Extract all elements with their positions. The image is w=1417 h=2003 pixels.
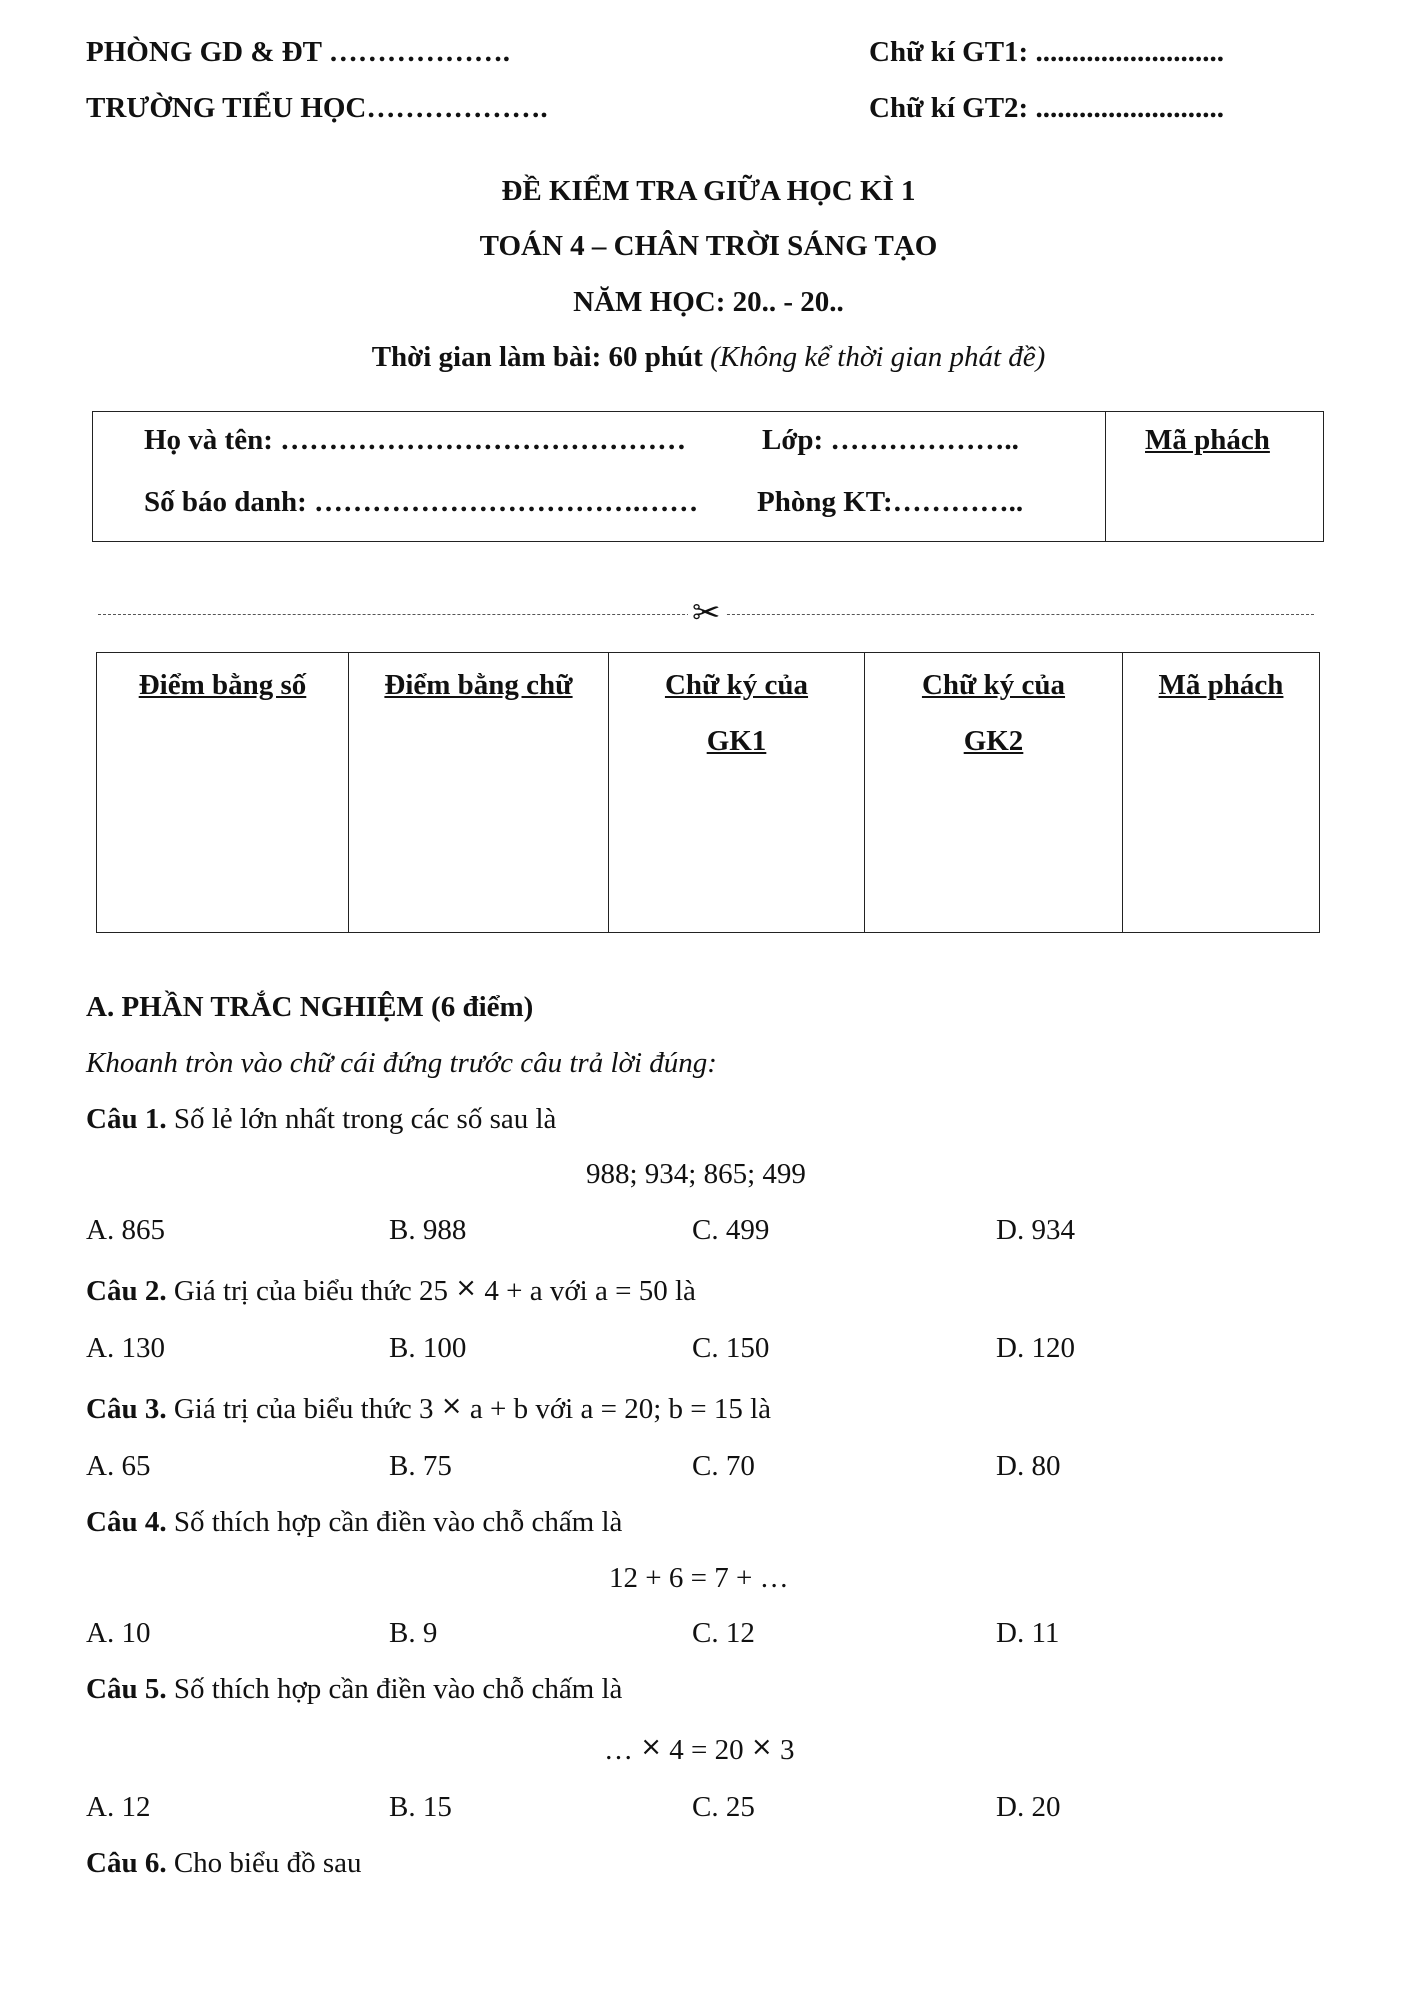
question-4-label: Câu 4. [86, 1506, 167, 1538]
question-5-equation [604, 1734, 794, 1767]
q5-eq-part-b: 4 = 20 [662, 1734, 751, 1766]
exam-room-field: Phòng KT:………….. [757, 486, 1024, 518]
q1-option-d[interactable]: D. 934 [996, 1214, 1075, 1246]
q4-option-b[interactable]: B. 9 [389, 1617, 438, 1649]
question-5-text: Số thích hợp cần điền vào chỗ chấm là [166, 1673, 623, 1705]
question-4-text: Số thích hợp cần điền vào chỗ chấm là [166, 1506, 623, 1538]
q1-option-a[interactable]: A. 865 [86, 1214, 165, 1246]
class-field: Lớp: ……………….. [762, 424, 1019, 456]
q4-option-c[interactable]: C. 12 [692, 1617, 755, 1649]
question-1-numbers: 988; 934; 865; 499 [586, 1158, 806, 1190]
question-6 [86, 1847, 362, 1880]
info-box-divider [1105, 412, 1106, 541]
question-1 [86, 1103, 556, 1136]
q5-eq-part-a: … [604, 1734, 641, 1766]
grader2-header: Chữ ký của [921, 669, 1066, 701]
score-words-header: Điểm bằng chữ [384, 669, 573, 701]
exam-title: ĐỀ KIỂM TRA GIỮA HỌC KÌ 1 [501, 175, 916, 207]
time-limit-main: Thời gian làm bài: 60 phút [371, 341, 703, 373]
q4-option-a[interactable]: A. 10 [86, 1617, 151, 1649]
q2-option-a[interactable]: A. 130 [86, 1332, 165, 1364]
q5-option-b[interactable]: B. 15 [389, 1791, 452, 1823]
times-icon: × [640, 1732, 663, 1762]
question-1-label: Câu 1. [86, 1103, 167, 1135]
exam-subject: TOÁN 4 – CHÂN TRỜI SÁNG TẠO [479, 230, 938, 262]
grader1-header: Chữ ký của [664, 669, 809, 701]
score-number-cell [97, 653, 349, 933]
time-limit-note: (Không kể thời gian phát đề) [710, 341, 1046, 373]
candidate-number-field: Số báo danh: …………………………….…… [144, 486, 699, 518]
times-icon: × [440, 1391, 463, 1421]
q2-option-b[interactable]: B. 100 [389, 1332, 467, 1364]
question-4 [86, 1506, 622, 1539]
question-3 [86, 1393, 771, 1426]
question-3-label: Câu 3. [86, 1393, 167, 1425]
school-line: TRƯỜNG TIỂU HỌC………………. [86, 92, 548, 124]
question-5 [86, 1673, 622, 1706]
score-table [96, 652, 1320, 933]
q1-option-c[interactable]: C. 499 [692, 1214, 770, 1246]
secret-code-header: Mã phách [1158, 669, 1284, 701]
time-limit [0, 341, 1417, 374]
grader1-id: GK1 [706, 725, 767, 757]
grader2-cell [865, 653, 1123, 933]
grader1-cell [609, 653, 865, 933]
q3-option-b[interactable]: B. 75 [389, 1450, 452, 1482]
score-number-header: Điểm bằng số [138, 669, 307, 701]
question-3-text-b: a + b với a = 20; b = 15 là [462, 1393, 772, 1425]
q1-option-b[interactable]: B. 988 [389, 1214, 467, 1246]
q3-option-c[interactable]: C. 70 [692, 1450, 755, 1482]
question-5-label: Câu 5. [86, 1673, 167, 1705]
supervisor-signature-1: Chữ kí GT1: .......................... [869, 36, 1224, 68]
question-2-text-b: 4 + a với a = 50 là [477, 1275, 696, 1307]
q5-option-c[interactable]: C. 25 [692, 1791, 755, 1823]
department-line: PHÒNG GD & ĐT ………………. [86, 36, 510, 68]
secret-code-cell [1123, 653, 1320, 933]
question-2-label: Câu 2. [86, 1275, 167, 1307]
scissors-icon: ✂ [688, 596, 725, 632]
q2-option-d[interactable]: D. 120 [996, 1332, 1075, 1364]
question-2 [86, 1275, 696, 1308]
student-name-field: Họ và tên: …………………………………… [144, 424, 687, 456]
q5-eq-part-c: 3 [772, 1734, 795, 1766]
grader2-id: GK2 [963, 725, 1024, 757]
question-2-text-a: Giá trị của biểu thức 25 [166, 1275, 456, 1307]
question-1-text: Số lẻ lớn nhất trong các số sau là [166, 1103, 557, 1135]
score-words-cell [349, 653, 609, 933]
question-4-equation: 12 + 6 = 7 + … [609, 1562, 789, 1594]
question-6-text: Cho biểu đồ sau [166, 1847, 362, 1879]
question-6-label: Câu 6. [86, 1847, 167, 1879]
supervisor-signature-2: Chữ kí GT2: .......................... [869, 92, 1224, 124]
question-3-text-a: Giá trị của biểu thức 3 [166, 1393, 441, 1425]
q2-option-c[interactable]: C. 150 [692, 1332, 770, 1364]
q5-option-a[interactable]: A. 12 [86, 1791, 151, 1823]
school-year: NĂM HỌC: 20.. - 20.. [573, 286, 844, 318]
q5-option-d[interactable]: D. 20 [996, 1791, 1061, 1823]
section-a-instruction: Khoanh tròn vào chữ cái đứng trước câu trả lời đúng: [86, 1047, 717, 1079]
times-icon: × [455, 1273, 478, 1303]
secret-code-label: Mã phách [1145, 424, 1270, 456]
q3-option-a[interactable]: A. 65 [86, 1450, 151, 1482]
section-a-heading: A. PHẦN TRẮC NGHIỆM (6 điểm) [86, 991, 534, 1023]
q4-option-d[interactable]: D. 11 [996, 1617, 1060, 1649]
q3-option-d[interactable]: D. 80 [996, 1450, 1061, 1482]
times-icon: × [750, 1732, 773, 1762]
